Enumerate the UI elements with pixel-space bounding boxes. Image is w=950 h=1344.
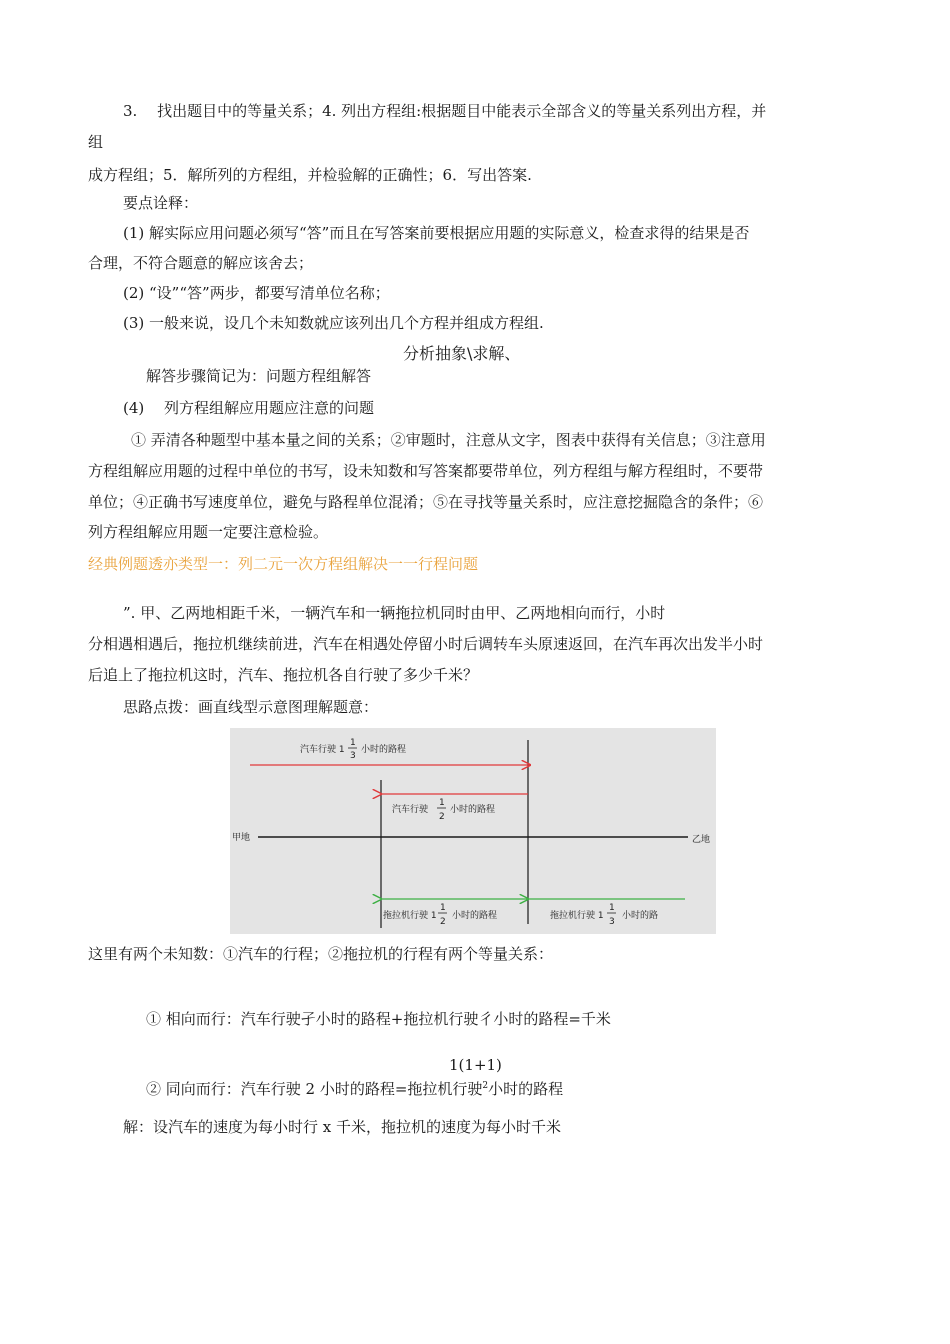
point-4-heading: (4) 列方程组解应用题应注意的问题 — [123, 399, 375, 417]
car-top-label-pre: 汽车行驶 1 — [300, 745, 345, 755]
relation-2 — [146, 1076, 563, 1099]
car-top-label-post: 小时的路程 — [361, 745, 407, 755]
steps-summary: 解答步骤简记为：问题方程组解答 — [146, 367, 372, 385]
car-mid-num: 1 — [439, 798, 445, 808]
step-3-line-wrap: 组 — [88, 133, 104, 151]
hint-line: 思路点拨：画直线型示意图理解题意： — [123, 698, 379, 716]
formula-line: 1(1+1) — [449, 1056, 502, 1074]
point-3-line: (3) 一般来说，设几个未知数就应该列出几个方程并组成方程组. — [123, 314, 544, 332]
relation-2-post: 小时的路程 — [488, 1080, 564, 1098]
point-2-line: (2) “设”“答”两步，都要写清单位名称； — [123, 284, 390, 302]
key-points-heading: 要点诠释： — [123, 194, 199, 212]
car-top-num: 1 — [350, 738, 356, 748]
tractor-left-post: 小时的路程 — [452, 911, 498, 921]
relation-2-pre: ② 同向而行：汽车行驶 2 小时的路程=拖拉机行驶 — [146, 1080, 483, 1098]
question-line-2: 分相遇相遇后，拖拉机继续前进，汽车在相遇处停留小时后调转车头原速返回，在汽车再次出发半小时 — [88, 635, 764, 653]
car-top-den: 3 — [350, 751, 356, 761]
car-mid-label-pre: 汽车行驶 — [392, 805, 429, 815]
tractor-right-pre: 拖拉机行驶 1 — [550, 911, 604, 921]
point-4-line-d: 列方程组解应用题一定要注意检验。 — [88, 523, 329, 541]
tractor-right-num: 1 — [609, 903, 615, 913]
unknowns-line: 这里有两个未知数：①汽车的行程；②拖拉机的行程有两个等量关系： — [88, 945, 554, 963]
point-1-line-a: (1) 解实际应用问题必须写“答”而且在写答案前要根据应用题的实际意义，检查求得的结果是否 — [123, 224, 750, 242]
point-4-line-a: ① 弄清各种题型中基本量之间的关系；②审题时，注意从文字，图表中获得有关信息；③注意用 — [131, 431, 766, 449]
line-diagram — [230, 728, 716, 934]
relation-1: ① 相向而行：汽车行驶孑小时的路程+拖拉机行驶彳小时的路程=千米 — [146, 1010, 611, 1028]
solution-line: 解：设汽车的速度为每小时行 x 千米，拖拉机的速度为每小时千米 — [123, 1118, 561, 1136]
step-3-line: 3. 找出题目中的等量关系；4. 列出方程组:根据题目中能表示全部含义的等量关系列出方程，并 — [123, 102, 767, 120]
section-title: 经典例题透亦类型一：列二元一次方程组解决一一行程问题 — [88, 555, 479, 573]
tractor-left-num: 1 — [440, 903, 446, 913]
point-1-line-b: 合理，不符合题意的解应该舍去； — [88, 254, 314, 272]
point-4-line-b: 方程组解应用题的过程中单位的书写，设未知数和写答案都要带单位，列方程组与解方程组时，不要带 — [88, 462, 764, 480]
steps-5-6-line: 成方程组；5．解所列的方程组，并检验解的正确性；6．写出答案. — [88, 166, 532, 184]
tractor-left-den: 2 — [440, 917, 446, 927]
tractor-left-pre: 拖拉机行驶 1 — [383, 911, 437, 921]
tractor-right-den: 3 — [609, 917, 615, 927]
car-mid-label-post: 小时的路程 — [450, 805, 496, 815]
question-line-3: 后追上了拖拉机这时，汽车、拖拉机各自行驶了多少千米？ — [88, 666, 479, 684]
car-mid-den: 2 — [439, 812, 445, 822]
question-line-1: ”. 甲、乙两地相距千米，一辆汽车和一辆拖拉机同时由甲、乙两地相向而行，小时 — [123, 604, 666, 622]
right-place-label: 乙地 — [692, 835, 711, 845]
tractor-right-post: 小时的路 — [622, 911, 659, 921]
relation-2-sup: 2 — [482, 1081, 489, 1091]
point-4-line-c: 单位；④正确书写速度单位，避免与路程单位混淆；⑤在寻找等量关系时，应注意挖掘隐含的条件；⑥ — [88, 493, 764, 511]
center-heading: 分析抽象\求解、 — [403, 344, 521, 363]
left-place-label: 甲地 — [232, 833, 251, 843]
